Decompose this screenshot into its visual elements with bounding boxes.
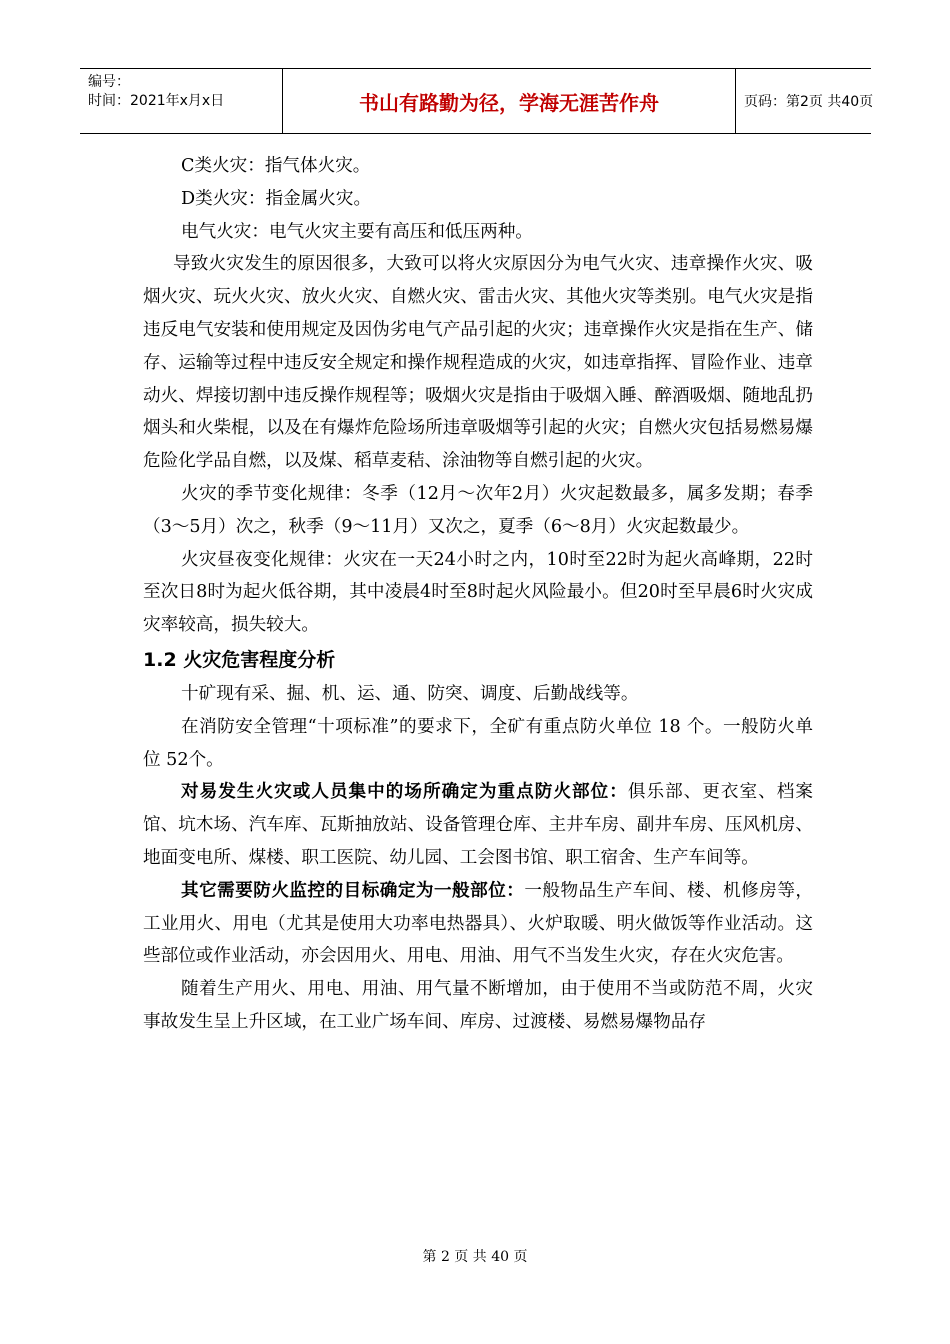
header-page-label: 页码：第2页 共40页 bbox=[744, 94, 874, 110]
paragraph-key-sites bbox=[143, 776, 813, 874]
header-meta-cell bbox=[80, 69, 283, 133]
header-motto: 书山有路勤为径，学海无涯苦作舟 bbox=[283, 69, 736, 133]
page-footer: 第 2 页 共 40 页 bbox=[422, 1249, 528, 1265]
document-header bbox=[80, 68, 874, 134]
paragraph-class-c: C类火灾：指气体火灾。 bbox=[181, 156, 371, 176]
paragraph-causes: 导致火灾发生的原因很多，大致可以将火灾原因分为电气火灾、违章操作火灾、吸烟火灾、玩火火灾、放火火灾、自燃火灾、雷击火灾、其他火灾等类别。电气火灾是指违反电气安装和使用规定及因伪劣电气产品引起的火灾；违章操作火灾是指在生产、储存、运输等过程中违反安全规定和操作规程造成的火灾，如违章指挥、冒险作业、违章动火、焊接切割中违反操作规程等；吸烟火灾是指由于吸烟入睡、醉酒吸烟、随地乱扔烟头和火柴棍，以及在有爆炸危险场所违章吸烟等引起的火灾；自燃火灾包括易燃易爆危险化学品自燃，以及煤、稻草麦秸、涂油物等自燃引起的火灾。 bbox=[143, 254, 813, 472]
key-sites-list: 俱乐部、更衣室、档案馆、坑木场、汽车库、瓦斯抽放站、设备管理仓库、主井车房、副井车房、压风机房、地面变电所、煤楼、职工医院、幼儿园、工会图书馆、职工宿舍、生产车间等。 bbox=[143, 782, 813, 868]
general-sites-list: 一般物品生产车间、楼、机修房等，工业用火、用电（尤其是使用大功率电热器具）、火炉取暖、明火做饭等作业活动。这些部位或作业活动，亦会因用火、用电、用油、用气不当发生火灾，存在火灾危害。 bbox=[143, 880, 813, 967]
paragraph-electrical: 电气火灾：电气火灾主要有高压和低压两种。 bbox=[181, 221, 533, 242]
paragraph-units: 在消防安全管理“十项标准”的要求下，全矿有重点防火单位 18 个。一般防火单位 52个。 bbox=[143, 716, 813, 770]
document-body bbox=[143, 150, 813, 1039]
paragraph-lines: 十矿现有采、掘、机、运、通、防突、调度、后勤战线等。 bbox=[181, 683, 639, 704]
date-label: 时间：2021年x月x日 bbox=[88, 93, 225, 109]
paragraph-trend: 随着生产用火、用电、用油、用气量不断增加，由于使用不当或防范不周，火灾事故发生呈上升区域，在工业广场车间、库房、过渡楼、易燃易爆物品存 bbox=[143, 979, 813, 1032]
paragraph-general-sites bbox=[143, 875, 813, 973]
general-sites-lead: 其它需要防火监控的目标确定为一般部位： bbox=[181, 880, 525, 901]
section-heading: 1.2 火灾危害程度分析 bbox=[143, 648, 336, 671]
number-label: 编号： bbox=[88, 74, 130, 90]
paragraph-seasonal: 火灾的季节变化规律：冬季（12月～次年2月）火灾起数最多，属多发期；春季（3～5月）次之，秋季（9～11月）又次之，夏季（6～8月）火灾起数最少。 bbox=[143, 483, 813, 537]
key-sites-lead: 对易发生火灾或人员集中的场所确定为重点防火部位： bbox=[181, 782, 628, 803]
paragraph-class-d: D类火灾：指金属火灾。 bbox=[181, 188, 372, 209]
paragraph-daily: 火灾昼夜变化规律：火灾在一天24小时之内，10时至22时为起火高峰期，22时至次日8时为起火低谷期，其中凌晨4时至8时起火风险最小。但20时至早晨6时火灾成灾率较高，损失较大。 bbox=[143, 549, 813, 636]
